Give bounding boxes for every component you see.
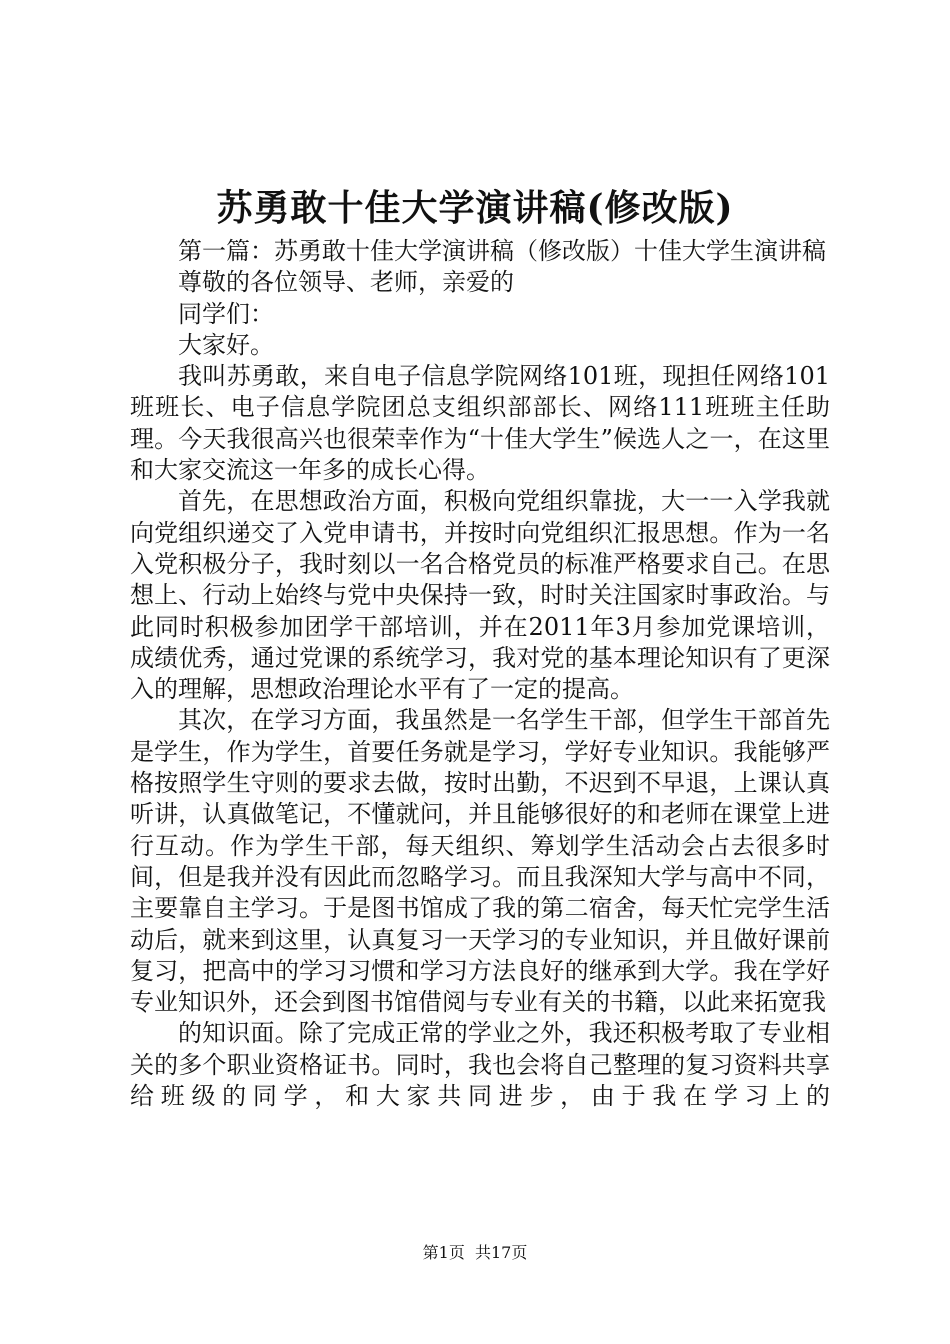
paragraph-knowledge: 的知识面。除了完成正常的学业之外，我还积极考取了专业相关的多个职业资格证书。同时，我也会将自己整理的复习资料共享给班级的同学，和大家共同进步，由于我在学习上的: [130, 1019, 830, 1111]
paragraph-political: 首先，在思想政治方面，积极向党组织靠拢，大一一入学我就向党组织递交了入党申请书，并按时向党组织汇报思想。作为一名入党积极分子，我时刻以一名合格党员的标准严格要求自己。在思想上、行动上始终与党中央保持一致，时时关注国家时事政治。与此同时积极参加团学干部培训，并在2011年3月参加党课培训，成绩优秀，通过党课的系统学习，我对党的基本理论知识有了更深入的理解，思想政治理论水平有了一定的提高。: [130, 487, 830, 704]
paragraph-heading: 第一篇：苏勇敢十佳大学演讲稿（修改版）十佳大学生演讲稿: [178, 237, 826, 265]
paragraph-salutation-cont: 同学们：: [178, 299, 274, 328]
paragraph-introduction: 我叫苏勇敢，来自电子信息学院网络101班，现担任网络101班班长、电子信息学院团总支组织部部长、网络111班班主任助理。今天我很高兴也很荣幸作为“十佳大学生”候选人之一，在这里和大家交流这一年多的成长心得。: [130, 362, 830, 485]
document-body: [130, 236, 830, 1112]
paragraph-study: 其次，在学习方面，我虽然是一名学生干部，但学生干部首先是学生，作为学生，首要任务就是学习，学好专业知识。我能够严格按照学生守则的要求去做，按时出勤，不迟到不早退，上课认真听讲，认真做笔记，不懂就问，并且能够很好的和老师在课堂上进行互动。作为学生干部，每天组织、筹划学生活动会占去很多时间，但是我并没有因此而忽略学习。而且我深知大学与高中不同，主要靠自主学习。于是图书馆成了我的第二宿舍，每天忙完学生活动后，就来到这里，认真复习一天学习的专业知识，并且做好课前复习，把高中的学习习惯和学习方法良好的继承到大学。我在学好专业知识外，还会到图书馆借阅与专业有关的书籍，以此来拓宽我: [130, 706, 830, 1017]
paragraph-greeting: 大家好。: [178, 330, 274, 359]
page-number: 第1页 共17页: [422, 1243, 528, 1262]
paragraph-salutation: 尊敬的各位领导、老师，亲爱的: [178, 268, 514, 297]
document-title: 苏勇敢十佳大学演讲稿(修改版): [216, 187, 734, 229]
